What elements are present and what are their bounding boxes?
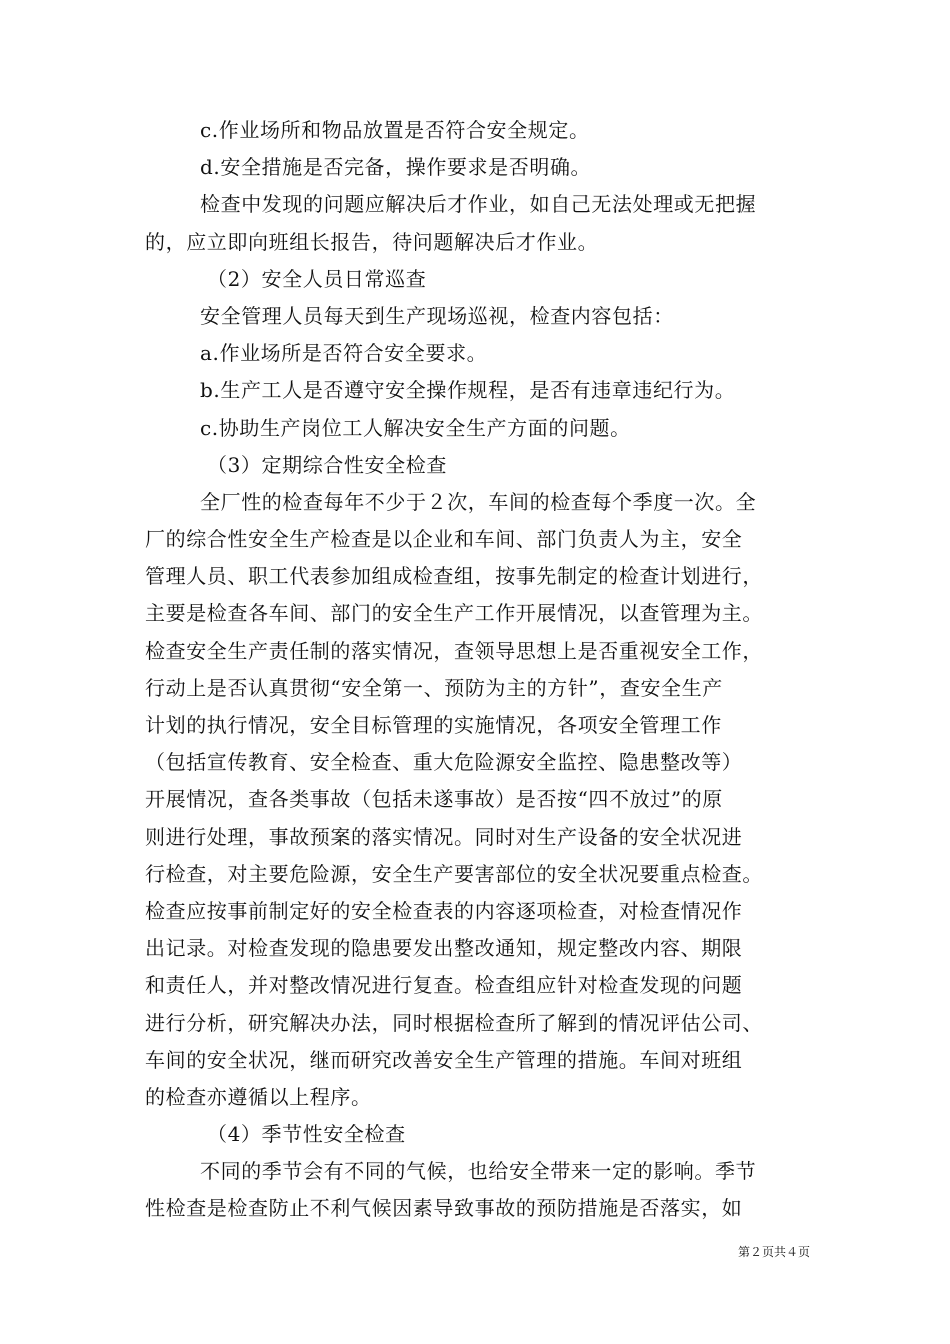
text-line: 的，应立即向班组长报告，待问题解决后才作业。 <box>145 229 599 254</box>
text-line: 检查安全生产责任制的落实情况，查领导思想上是否重视安全工作， <box>145 638 763 663</box>
section-heading: （2）安全人员日常巡查 <box>207 266 427 291</box>
document-body <box>145 112 805 1228</box>
text-line: 出记录。对检查发现的隐患要发出整改通知，规定整改内容、期限 <box>145 936 743 961</box>
text-line: 和责任人，并对整改情况进行复查。检查组应针对检查发现的问题 <box>145 973 743 998</box>
text-line: 全厂性的检查每年不少于２次，车间的检查每个季度一次。全 <box>200 489 757 514</box>
text-line: 主要是检查各车间、部门的安全生产工作开展情况，以查管理为主。 <box>145 601 763 626</box>
text-line: （包括宣传教育、安全检查、重大危险源安全监控、隐患整改等） <box>145 750 743 775</box>
text-line: 车间的安全状况，继而研究改善安全生产管理的措施。车间对班组 <box>145 1047 743 1072</box>
text-line: 安全管理人员每天到生产现场巡视，检查内容包括： <box>200 303 674 328</box>
text-line: 检查应按事前制定好的安全检查表的内容逐项检查，对检查情况作 <box>145 898 743 923</box>
text-line: 行检查，对主要危险源，安全生产要害部位的安全状况要重点检查。 <box>145 861 763 886</box>
text-line: 开展情况，查各类事故（包括未遂事故）是否按“四不放过”的原 <box>145 787 723 812</box>
text-line: 计划的执行情况，安全目标管理的实施情况，各项安全管理工作 <box>145 713 722 737</box>
text-line: 管理人员、职工代表参加组成检查组，按事先制定的检查计划进行， <box>145 564 763 589</box>
text-line: a.作业场所是否符合安全要求。 <box>200 341 488 366</box>
text-line: c.协助生产岗位工人解决安全生产方面的问题。 <box>200 415 631 440</box>
page-footer <box>0 1244 950 1260</box>
text-line: c.作业场所和物品放置是否符合安全规定。 <box>200 118 590 142</box>
text-line: d.安全措施是否完备，操作要求是否明确。 <box>200 155 592 180</box>
text-line: 进行分析，研究解决办法，同时根据检查所了解到的情况评估公司、 <box>145 1010 763 1035</box>
section-heading: （3）定期综合性安全检查 <box>207 452 447 477</box>
text-line: 检查中发现的问题应解决后才作业，如自己无法处理或无把握 <box>200 192 757 217</box>
text-line: 则进行处理，事故预案的落实情况。同时对生产设备的安全状况进 <box>145 824 743 849</box>
page-number: 第２页共４页 <box>737 1245 810 1259</box>
text-line: 性检查是检查防止不利气候因素导致事故的预防措施是否落实，如 <box>145 1196 743 1221</box>
text-line: 厂的综合性安全生产检查是以企业和车间、部门负责人为主，安全 <box>145 527 743 552</box>
text-line: 的检查亦遵循以上程序。 <box>145 1084 372 1109</box>
text-line: 行动上是否认真贯彻“安全第一、预防为主的方针”，查安全生产 <box>145 675 723 700</box>
text-line: 不同的季节会有不同的气候，也给安全带来一定的影响。季节 <box>200 1159 757 1184</box>
text-line: b.生产工人是否遵守安全操作规程，是否有违章违纪行为。 <box>200 378 736 403</box>
section-heading: （4）季节性安全检查 <box>207 1122 406 1147</box>
